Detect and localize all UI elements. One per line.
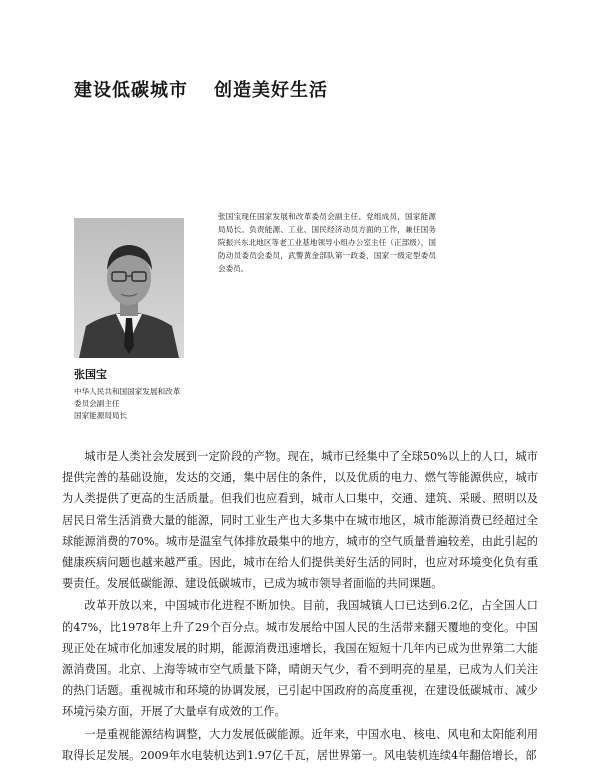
article-title-main: 建设低碳城市 bbox=[74, 80, 188, 101]
body-paragraph: 城市是人类社会发展到一定阶段的产物。现在，城市已经集中了全球50%以上的人口，城市提供完善的基础设施，发达的交通，集中居住的条件，以及优质的电力、燃气等能源供应，城市为人类提供了更高的生活质量。但我们也应看到，城市人口集中，交通、建筑、采暖、照明以及居民日常生活消费大量的能源，同时工业生产也大多集中在城市地区，城市能源消费已经超过全球能源消费的70%。城市是温室气体排放最集中的地方，城市的空气质量普遍较差，由此引起的健康疾病问题也越来越严重。因此，城市在给人们提供美好生活的同时，也应对环境变化负有重要责任。发展低碳能源、建设低碳城市，已成为城市领导者面临的共同课题。 bbox=[62, 450, 538, 591]
author-role-line: 委员会副主任 bbox=[74, 399, 120, 408]
author-portrait-image bbox=[74, 218, 184, 358]
body-paragraph: 一是重视能源结构调整，大力发展低碳能源。近年来，中国水电、核电、风电和太阳能利用取得长足发展。2009年水电装机达到1.97亿千瓦，居世界第一。风电装机连续4年翻倍增长，部 bbox=[62, 727, 538, 762]
author-bio: 张国宝现任国家发展和改革委员会副主任、党组成员，国家能源局局长。负责能源、工业、国民经济动员方面的工作，兼任国务院振兴东北地区等老工业基地领导小组办公室主任（正部级），国防动员委员会委员，武警黄金部队第一政委，国家一级定型委员会委员。 bbox=[218, 212, 436, 273]
author-role-line: 中华人民共和国国家发展和改革 bbox=[74, 387, 181, 396]
author-role-line: 国家能源局局长 bbox=[74, 411, 128, 420]
article-title-sub: 创造美好生活 bbox=[214, 80, 328, 101]
author-photo bbox=[74, 218, 184, 358]
author-name: 张国宝 bbox=[74, 368, 107, 381]
article-body bbox=[62, 446, 538, 767]
article-title bbox=[74, 76, 328, 102]
body-paragraph: 改革开放以来，中国城市化进程不断加快。目前，我国城镇人口已达到6.2亿，占全国人口的47%，比1978年上升了29个百分点。城市发展给中国人民的生活带来翻天覆地的变化。中国现正处在城市化加速发展的时期，能源消费迅速增长，我国在短短十几年内已成为世界第二大能源消费国。北京、上海等城市空气质量下降，晴朗天气少，看不到明亮的星星，已成为人们关注的热门话题。重视城市和环境的协调发展，已引起中国政府的高度重视，在建设低碳城市、减少环境污染方面，开展了大量卓有成效的工作。 bbox=[62, 599, 538, 719]
author-roles bbox=[74, 386, 180, 422]
